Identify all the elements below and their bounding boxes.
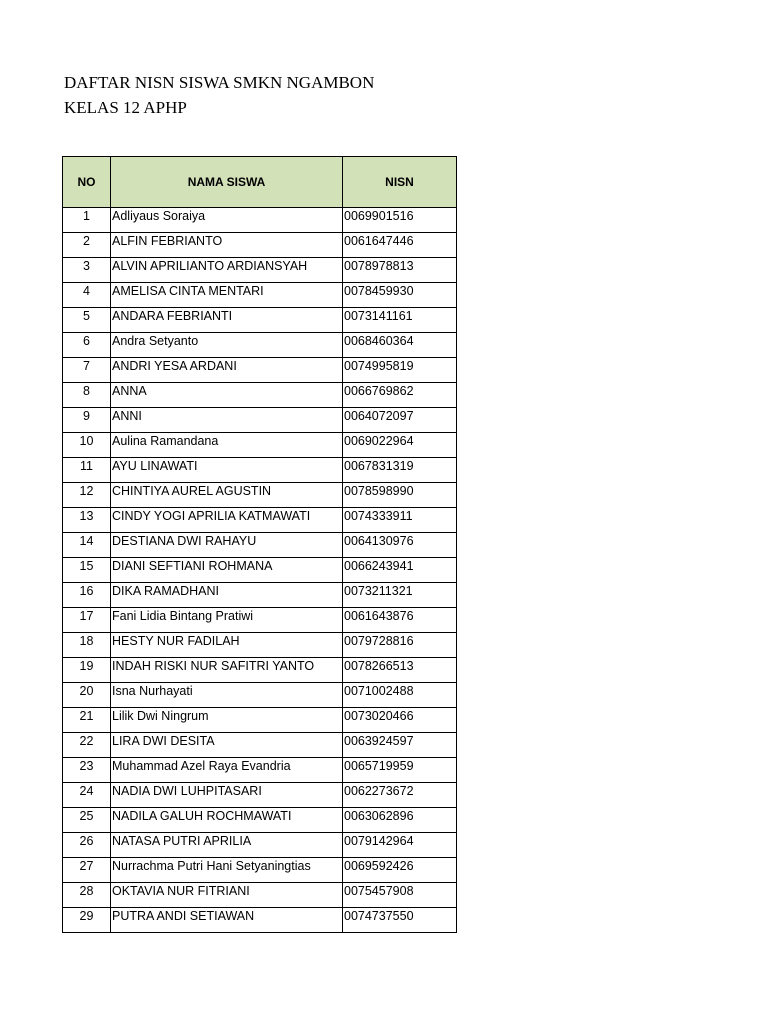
student-nisn: 0063062896 xyxy=(343,808,457,833)
row-number: 21 xyxy=(63,708,111,733)
student-nisn: 0061647446 xyxy=(343,233,457,258)
student-name: DIKA RAMADHANI xyxy=(111,583,343,608)
table-row xyxy=(63,883,457,908)
table-row xyxy=(63,858,457,883)
row-number: 10 xyxy=(63,433,111,458)
row-number: 5 xyxy=(63,308,111,333)
student-name: Nurrachma Putri Hani Setyaningtias xyxy=(111,858,343,883)
student-name: Aulina Ramandana xyxy=(111,433,343,458)
table-row xyxy=(63,208,457,233)
student-name: Lilik Dwi Ningrum xyxy=(111,708,343,733)
student-nisn: 0069592426 xyxy=(343,858,457,883)
student-nisn: 0066243941 xyxy=(343,558,457,583)
student-name: Fani Lidia Bintang Pratiwi xyxy=(111,608,343,633)
student-name: HESTY NUR FADILAH xyxy=(111,633,343,658)
student-nisn: 0079728816 xyxy=(343,633,457,658)
student-nisn: 0064072097 xyxy=(343,408,457,433)
student-nisn: 0075457908 xyxy=(343,883,457,908)
student-name: Muhammad Azel Raya Evandria xyxy=(111,758,343,783)
row-number: 29 xyxy=(63,908,111,933)
table-row xyxy=(63,333,457,358)
row-number: 22 xyxy=(63,733,111,758)
student-name: ALFIN FEBRIANTO xyxy=(111,233,343,258)
student-name: ANDARA FEBRIANTI xyxy=(111,308,343,333)
table-row xyxy=(63,608,457,633)
student-name: NATASA PUTRI APRILIA xyxy=(111,833,343,858)
table-row xyxy=(63,508,457,533)
student-name: OKTAVIA NUR FITRIANI xyxy=(111,883,343,908)
table-row xyxy=(63,733,457,758)
table-row xyxy=(63,433,457,458)
row-number: 13 xyxy=(63,508,111,533)
table-row xyxy=(63,408,457,433)
student-name: Isna Nurhayati xyxy=(111,683,343,708)
student-nisn-table xyxy=(62,156,457,933)
student-name: CINDY YOGI APRILIA KATMAWATI xyxy=(111,508,343,533)
student-nisn: 0078266513 xyxy=(343,658,457,683)
student-name: DIANI SEFTIANI ROHMANA xyxy=(111,558,343,583)
table-row xyxy=(63,483,457,508)
student-nisn: 0065719959 xyxy=(343,758,457,783)
row-number: 20 xyxy=(63,683,111,708)
student-nisn: 0064130976 xyxy=(343,533,457,558)
row-number: 2 xyxy=(63,233,111,258)
table-row xyxy=(63,708,457,733)
row-number: 3 xyxy=(63,258,111,283)
student-nisn: 0062273672 xyxy=(343,783,457,808)
row-number: 19 xyxy=(63,658,111,683)
table-row xyxy=(63,583,457,608)
student-name: NADILA GALUH ROCHMAWATI xyxy=(111,808,343,833)
student-name: PUTRA ANDI SETIAWAN xyxy=(111,908,343,933)
table-row xyxy=(63,358,457,383)
header-no: NO xyxy=(63,157,111,208)
row-number: 14 xyxy=(63,533,111,558)
row-number: 1 xyxy=(63,208,111,233)
document-title xyxy=(64,70,374,120)
student-name: ALVIN APRILIANTO ARDIANSYAH xyxy=(111,258,343,283)
row-number: 24 xyxy=(63,783,111,808)
row-number: 9 xyxy=(63,408,111,433)
row-number: 6 xyxy=(63,333,111,358)
student-name: CHINTIYA AUREL AGUSTIN xyxy=(111,483,343,508)
student-nisn: 0069901516 xyxy=(343,208,457,233)
student-name: DESTIANA DWI RAHAYU xyxy=(111,533,343,558)
row-number: 11 xyxy=(63,458,111,483)
row-number: 23 xyxy=(63,758,111,783)
student-name: AYU LINAWATI xyxy=(111,458,343,483)
table-row xyxy=(63,908,457,933)
table-row xyxy=(63,783,457,808)
student-name: ANDRI YESA ARDANI xyxy=(111,358,343,383)
row-number: 4 xyxy=(63,283,111,308)
student-nisn: 0078978813 xyxy=(343,258,457,283)
header-nisn: NISN xyxy=(343,157,457,208)
table-row xyxy=(63,658,457,683)
student-nisn: 0074333911 xyxy=(343,508,457,533)
row-number: 27 xyxy=(63,858,111,883)
student-name: Andra Setyanto xyxy=(111,333,343,358)
table-row xyxy=(63,833,457,858)
student-nisn: 0067831319 xyxy=(343,458,457,483)
student-nisn: 0078459930 xyxy=(343,283,457,308)
row-number: 26 xyxy=(63,833,111,858)
student-nisn: 0073141161 xyxy=(343,308,457,333)
table-row xyxy=(63,308,457,333)
student-nisn: 0074995819 xyxy=(343,358,457,383)
row-number: 18 xyxy=(63,633,111,658)
table-row xyxy=(63,258,457,283)
student-nisn: 0071002488 xyxy=(343,683,457,708)
student-nisn: 0069022964 xyxy=(343,433,457,458)
table-row xyxy=(63,558,457,583)
header-row xyxy=(63,157,457,208)
table-row xyxy=(63,383,457,408)
student-nisn: 0061643876 xyxy=(343,608,457,633)
row-number: 12 xyxy=(63,483,111,508)
student-nisn: 0079142964 xyxy=(343,833,457,858)
table-row xyxy=(63,758,457,783)
table-row xyxy=(63,283,457,308)
student-nisn: 0066769862 xyxy=(343,383,457,408)
table-header xyxy=(63,157,457,208)
header-name: NAMA SISWA xyxy=(111,157,343,208)
student-nisn: 0074737550 xyxy=(343,908,457,933)
table-body xyxy=(63,208,457,933)
table-row xyxy=(63,458,457,483)
student-name: INDAH RISKI NUR SAFITRI YANTO xyxy=(111,658,343,683)
student-name: ANNI xyxy=(111,408,343,433)
student-nisn: 0078598990 xyxy=(343,483,457,508)
row-number: 7 xyxy=(63,358,111,383)
table-row xyxy=(63,233,457,258)
student-nisn: 0063924597 xyxy=(343,733,457,758)
title-line-2: KELAS 12 APHP xyxy=(64,98,187,117)
student-nisn: 0073020466 xyxy=(343,708,457,733)
row-number: 8 xyxy=(63,383,111,408)
table-row xyxy=(63,808,457,833)
row-number: 16 xyxy=(63,583,111,608)
student-name: AMELISA CINTA MENTARI xyxy=(111,283,343,308)
row-number: 17 xyxy=(63,608,111,633)
title-line-1: DAFTAR NISN SISWA SMKN NGAMBON xyxy=(64,73,375,92)
row-number: 25 xyxy=(63,808,111,833)
table-row xyxy=(63,533,457,558)
table-row xyxy=(63,683,457,708)
student-nisn: 0068460364 xyxy=(343,333,457,358)
student-name: ANNA xyxy=(111,383,343,408)
row-number: 15 xyxy=(63,558,111,583)
row-number: 28 xyxy=(63,883,111,908)
student-name: LIRA DWI DESITA xyxy=(111,733,343,758)
table-row xyxy=(63,633,457,658)
student-name: NADIA DWI LUHPITASARI xyxy=(111,783,343,808)
student-nisn: 0073211321 xyxy=(343,583,457,608)
student-name: Adliyaus Soraiya xyxy=(111,208,343,233)
